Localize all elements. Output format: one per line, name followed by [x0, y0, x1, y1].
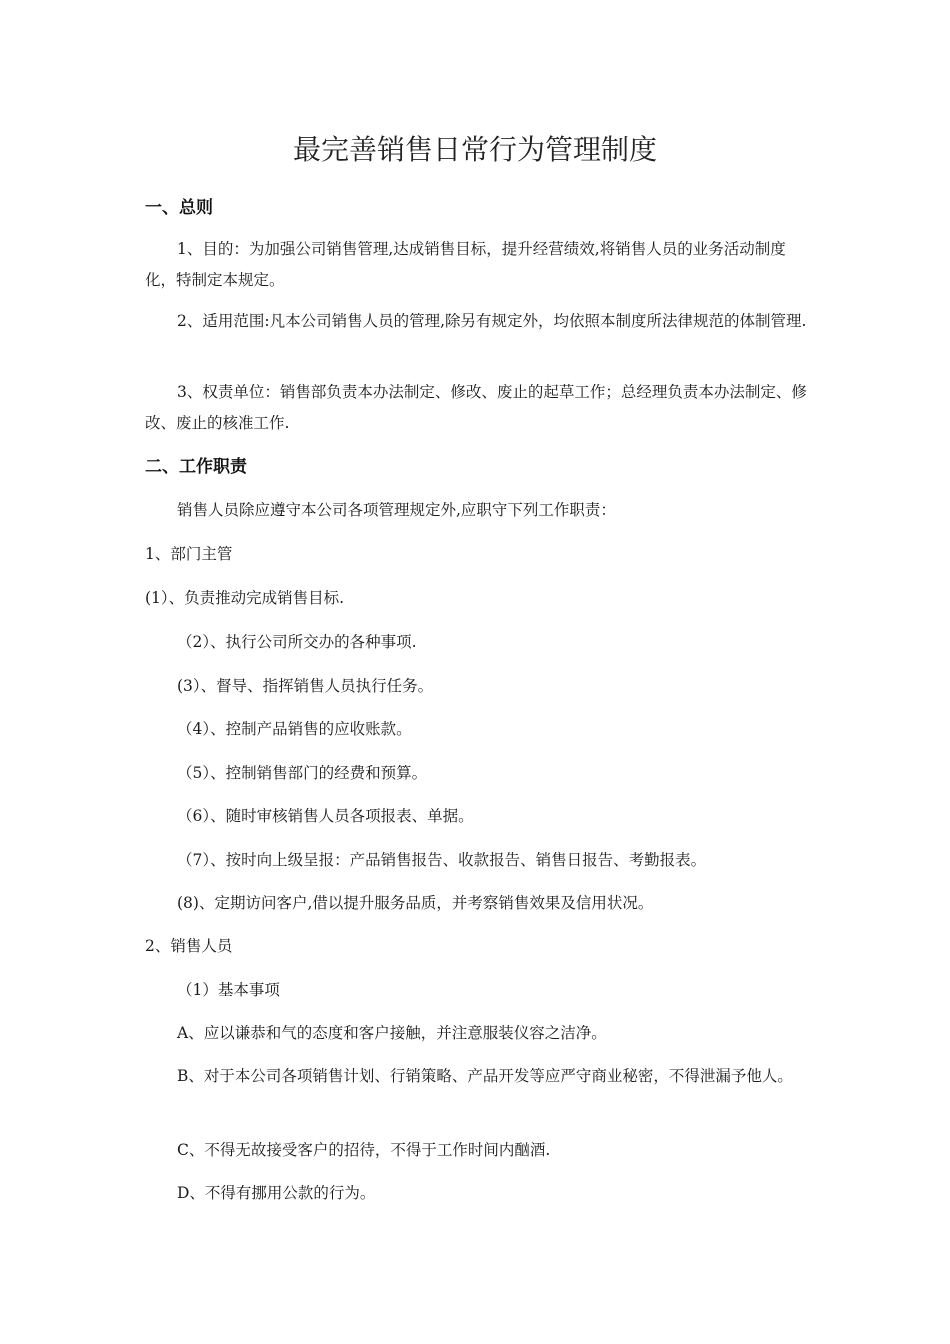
subheading-basic-items: （1）基本事项: [177, 981, 280, 999]
paragraph-scope: 2、适用范围:凡本公司销售人员的管理,除另有规定外，均依照本制度所法律规范的体制管理.: [177, 312, 807, 330]
rule-d: D、不得有挪用公款的行为。: [177, 1184, 376, 1202]
list-item: (8)、定期访问客户,借以提升服务品质，并考察销售效果及信用状况。: [177, 894, 654, 912]
subheading-sales-staff: 2、销售人员: [145, 937, 233, 955]
list-item: (3）、督导、指挥销售人员执行任务。: [177, 677, 434, 695]
rule-c: C、不得无故接受客户的招待，不得于工作时间内酗酒.: [177, 1141, 551, 1159]
paragraph-purpose: 1、目的：为加强公司销售管理,达成销售目标，提升经营绩效,将销售人员的业务活动制度化，特制定本规定。: [145, 240, 786, 289]
list-item: （4）、控制产品销售的应收账款。: [177, 720, 412, 738]
section-heading-general: 一、总则: [145, 198, 213, 218]
subheading-department-head: 1、部门主管: [145, 545, 233, 563]
list-item: （5）、控制销售部门的经费和预算。: [177, 764, 428, 782]
paragraph-responsibility: 3、权责单位：销售部负责本办法制定、修改、废止的起草工作；总经理负责本办法制定、修改、废止的核准工作.: [145, 383, 807, 432]
duties-intro: 销售人员除应遵守本公司各项管理规定外,应职守下列工作职责：: [177, 501, 616, 519]
list-item: （7）、按时向上级呈报：产品销售报告、收款报告、销售日报告、考勤报表。: [177, 851, 707, 869]
list-item: （6）、随时审核销售人员各项报表、单据。: [177, 807, 474, 825]
rule-b: B、对于本公司各项销售计划、行销策略、产品开发等应严守商业秘密，不得泄漏予他人。: [177, 1067, 793, 1085]
list-item: （2）、执行公司所交办的各种事项.: [177, 633, 417, 651]
section-heading-duties: 二、工作职责: [145, 457, 247, 477]
rule-a: A、应以谦恭和气的态度和客户接触，并注意服装仪容之洁净。: [177, 1024, 607, 1042]
list-item: (1）、负责推动完成销售目标.: [145, 589, 345, 607]
document-title: 最完善销售日常行为管理制度: [292, 133, 657, 166]
